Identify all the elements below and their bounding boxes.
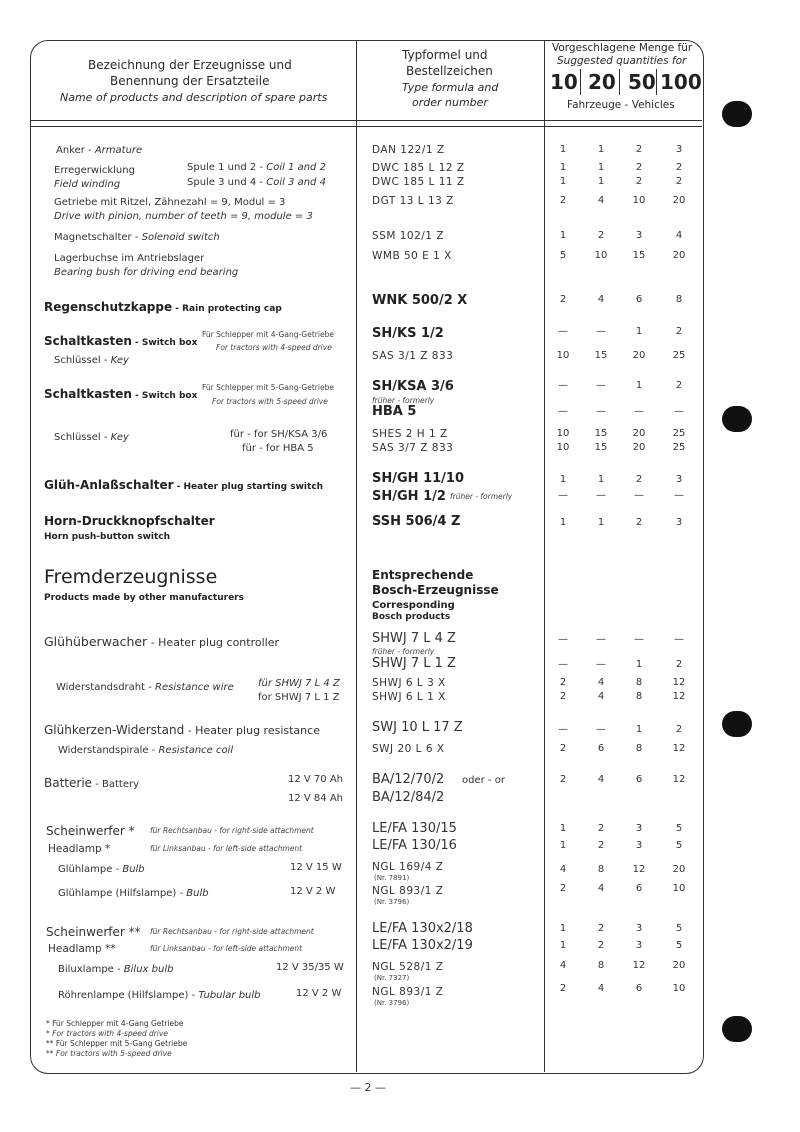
qty-cell: 6 <box>635 294 643 305</box>
type-code: WNK 500/2 X <box>372 293 468 308</box>
part-name: Lagerbuchse im Antriebslager <box>54 253 205 264</box>
qty-cell: 10 <box>672 883 686 894</box>
qty-cell: — <box>674 490 684 501</box>
qty-10-heading: 10 <box>550 70 578 94</box>
type-code: LE/FA 130x2/19 <box>372 938 473 953</box>
qty-divider <box>656 69 657 95</box>
qty-cell: 25 <box>672 428 686 439</box>
nr-note: (Nr. 3796) <box>374 898 410 906</box>
type-code: SAS 3/7 Z 833 <box>372 442 454 454</box>
side-note: für Rechtsanbau - for right-side attachment <box>150 927 314 936</box>
qty-cell: 10 <box>632 195 646 206</box>
part-name: Anker - Armature <box>56 145 143 156</box>
qty-cell: 3 <box>635 230 643 241</box>
punch-hole <box>722 711 752 737</box>
type-code: SHWJ 7 L 4 Z <box>372 631 456 646</box>
type-code: NGL 893/1 Z <box>372 986 444 998</box>
for-note: für - for HBA 5 <box>242 443 314 454</box>
qty-cell: 2 <box>559 677 567 688</box>
qty-cell: 4 <box>597 677 605 688</box>
note-de: Für Schlepper mit 4-Gang-Getriebe <box>202 330 334 339</box>
side-note: für Linksanbau - for left-side attachment <box>150 944 303 953</box>
qty-cell: 2 <box>675 380 683 391</box>
qty-cell: 1 <box>559 474 567 485</box>
qty-cell: — <box>596 490 606 501</box>
punch-hole <box>722 1016 752 1042</box>
formerly-note: früher - formerly <box>372 647 435 656</box>
type-code: DGT 13 L 13 Z <box>372 195 454 207</box>
qty-cell: 3 <box>675 474 683 485</box>
qty-cell: 1 <box>559 176 567 187</box>
qty-cell: 12 <box>672 677 686 688</box>
qty-cell: 10 <box>556 442 570 453</box>
header-col1-de: Bezeichnung der Erzeugnisse und <box>88 58 292 72</box>
punch-hole <box>722 101 752 127</box>
bulb-spec: 12 V 2 W <box>296 988 342 999</box>
header-col3-de: Vorgeschlagene Menge für <box>552 42 693 54</box>
note-en: For tractors with 5-speed drive <box>212 397 328 406</box>
part-name: Scheinwerfer ** <box>46 925 141 939</box>
qty-cell: 3 <box>635 940 643 951</box>
qty-cell: 4 <box>597 983 605 994</box>
part-name-en: Horn push-button switch <box>44 532 171 542</box>
part-name: Scheinwerfer * <box>46 824 135 838</box>
qty-cell: 8 <box>597 960 605 971</box>
for-note: für - for SH/KSA 3/6 <box>230 429 328 440</box>
part-name-en: Headlamp ** <box>48 943 116 955</box>
header-col2-en2: order number <box>412 96 488 109</box>
part-name: Glühlampe (Hilfslampe) - Bulb <box>58 888 209 899</box>
qty-cell: — <box>596 634 606 645</box>
section-right-4: Bosch products <box>372 612 451 622</box>
part-name: Widerstandspirale - Resistance coil <box>58 745 234 756</box>
qty-cell: — <box>558 380 568 391</box>
type-code: BA/12/84/2 <box>372 790 445 805</box>
part-name: Glühkerzen-Widerstand - Heater plug resistance <box>44 723 320 737</box>
qty-cell: 2 <box>675 724 683 735</box>
note-en: For tractors with 4-speed drive <box>216 343 332 352</box>
section-right-1: Entsprechende <box>372 568 474 582</box>
qty-cell: 1 <box>559 823 567 834</box>
qty-cell: 5 <box>675 840 683 851</box>
part-name: Getriebe mit Ritzel, Zähnezahl = 9, Modul = 3 <box>54 197 286 208</box>
type-code: SHWJ 6 L 3 X <box>372 677 446 689</box>
type-code: DWC 185 L 12 Z <box>372 162 465 174</box>
qty-cell: 10 <box>594 250 608 261</box>
part-name: Widerstandsdraht - Resistance wire <box>56 682 234 693</box>
side-note: für Linksanbau - for left-side attachment <box>150 844 303 853</box>
type-code: NGL 169/4 Z <box>372 861 444 873</box>
type-code: SHES 2 H 1 Z <box>372 428 448 440</box>
qty-cell: 10 <box>672 983 686 994</box>
qty-cell: 20 <box>672 195 686 206</box>
section-right-2: Bosch-Erzeugnisse <box>372 583 499 597</box>
or-note: oder - or <box>462 775 505 786</box>
qty-cell: 5 <box>559 250 567 261</box>
part-name: Regenschutzkappe - Rain protecting cap <box>44 300 282 314</box>
qty-cell: 8 <box>635 743 643 754</box>
part-name-en: Bearing bush for driving end bearing <box>54 267 239 278</box>
note-de: Für Schlepper mit 5-Gang-Getriebe <box>202 383 334 392</box>
part-name: Erregerwicklung <box>54 165 135 176</box>
qty-cell: — <box>558 406 568 417</box>
qty-cell: 2 <box>559 883 567 894</box>
type-code: SH/KSA 3/6 <box>372 379 454 394</box>
qty-cell: — <box>558 326 568 337</box>
qty-100-heading: 100 <box>660 70 702 94</box>
qty-cell: 6 <box>635 774 643 785</box>
header-col1-en: Name of products and description of spare parts <box>60 91 328 104</box>
qty-cell: — <box>596 406 606 417</box>
qty-cell: 6 <box>597 743 605 754</box>
qty-cell: 25 <box>672 442 686 453</box>
part-name: Glüh-Anlaßschalter - Heater plug starting switch <box>44 478 324 492</box>
coil-label: Spule 3 und 4 - Coil 3 and 4 <box>187 177 326 188</box>
battery-spec: 12 V 84 Ah <box>288 793 344 804</box>
part-name: Schlüssel - Key <box>54 432 129 443</box>
part-name: Glühlampe - Bulb <box>58 864 145 875</box>
qty-cell: 4 <box>559 864 567 875</box>
qty-cell: 2 <box>635 517 643 528</box>
qty-cell: 5 <box>675 940 683 951</box>
qty-cell: — <box>674 634 684 645</box>
qty-cell: 20 <box>632 428 646 439</box>
qty-cell: — <box>596 326 606 337</box>
header-col2-de: Typformel und <box>402 48 488 62</box>
type-code: SWJ 10 L 17 Z <box>372 720 463 735</box>
header-col2-de2: Bestellzeichen <box>406 64 493 78</box>
type-code: NGL 528/1 Z <box>372 961 444 973</box>
punch-hole <box>722 406 752 432</box>
qty-cell: 25 <box>672 350 686 361</box>
part-name-en: Headlamp * <box>48 843 111 855</box>
qty-cell: 4 <box>597 294 605 305</box>
qty-cell: — <box>558 724 568 735</box>
qty-cell: — <box>634 490 644 501</box>
qty-cell: 2 <box>597 940 605 951</box>
qty-cell: 10 <box>556 350 570 361</box>
qty-cell: 12 <box>672 774 686 785</box>
qty-cell: 8 <box>635 691 643 702</box>
type-code: SAS 3/1 Z 833 <box>372 350 454 362</box>
qty-cell: 1 <box>635 326 643 337</box>
qty-cell: 2 <box>675 162 683 173</box>
qty-cell: 1 <box>635 724 643 735</box>
qty-cell: 1 <box>635 659 643 670</box>
bulb-spec: 12 V 35/35 W <box>276 962 344 973</box>
qty-cell: 8 <box>675 294 683 305</box>
part-name-en: Field winding <box>54 179 121 190</box>
qty-cell: 15 <box>594 442 608 453</box>
footnote: ** Für Schlepper mit 5-Gang Getriebe <box>46 1039 188 1048</box>
qty-cell: 3 <box>635 840 643 851</box>
qty-50-heading: 50 <box>628 70 656 94</box>
qty-cell: 6 <box>635 883 643 894</box>
bulb-spec: 12 V 15 W <box>290 862 342 873</box>
type-code: SH/GH 1/2 <box>372 489 446 504</box>
type-code: LE/FA 130/16 <box>372 838 457 853</box>
formerly-note: früher - formerly <box>372 396 435 405</box>
coil-label: Spule 1 und 2 - Coil 1 and 2 <box>187 162 326 173</box>
qty-cell: 1 <box>559 230 567 241</box>
qty-cell: 2 <box>559 774 567 785</box>
header-divider <box>30 126 702 127</box>
type-code: NGL 893/1 Z <box>372 885 444 897</box>
type-code: SH/GH 11/10 <box>372 471 464 486</box>
nr-note: (Nr. 3796) <box>374 999 410 1007</box>
formerly-note: früher - formerly <box>450 492 513 501</box>
nr-note: (Nr. 7891) <box>374 874 410 882</box>
type-code: SSM 102/1 Z <box>372 230 445 242</box>
qty-cell: 15 <box>594 350 608 361</box>
part-name: Schlüssel - Key <box>54 355 129 366</box>
qty-cell: 12 <box>632 864 646 875</box>
qty-cell: 2 <box>559 195 567 206</box>
qty-cell: 2 <box>559 294 567 305</box>
bulb-spec: 12 V 2 W <box>290 886 336 897</box>
qty-cell: 1 <box>559 940 567 951</box>
footnote: * For tractors with 4-speed drive <box>46 1029 168 1038</box>
header-col2-en: Type formula and <box>402 81 499 94</box>
part-name: Batterie - Battery <box>44 776 140 790</box>
type-code: LE/FA 130/15 <box>372 821 457 836</box>
header-col1-de2: Benennung der Ersatzteile <box>110 74 270 88</box>
type-code: LE/FA 130x2/18 <box>372 921 473 936</box>
battery-spec: 12 V 70 Ah <box>288 774 344 785</box>
qty-cell: 5 <box>675 823 683 834</box>
qty-20-heading: 20 <box>588 70 616 94</box>
qty-cell: 1 <box>635 380 643 391</box>
header-col3-sub: Fahrzeuge - Vehicles <box>567 99 675 111</box>
part-name: Röhrenlampe (Hilfslampe) - Tubular bulb <box>58 990 261 1001</box>
type-code: SHWJ 7 L 1 Z <box>372 656 456 671</box>
qty-cell: 15 <box>632 250 646 261</box>
qty-cell: 1 <box>597 162 605 173</box>
qty-cell: — <box>558 634 568 645</box>
header-divider <box>30 120 702 121</box>
qty-cell: 1 <box>559 840 567 851</box>
qty-cell: 2 <box>559 691 567 702</box>
qty-cell: 2 <box>675 176 683 187</box>
qty-cell: 2 <box>597 840 605 851</box>
part-name: Horn-Druckknopfschalter <box>44 514 215 528</box>
qty-cell: 4 <box>675 230 683 241</box>
header-col3-en: Suggested quantities for <box>557 55 687 67</box>
qty-cell: 4 <box>597 774 605 785</box>
qty-cell: 20 <box>632 350 646 361</box>
qty-cell: — <box>596 659 606 670</box>
part-name-en: Drive with pinion, number of teeth = 9, module = 3 <box>54 211 313 222</box>
qty-cell: 12 <box>672 691 686 702</box>
qty-cell: 2 <box>635 144 643 155</box>
qty-cell: 6 <box>635 983 643 994</box>
section-title: Fremderzeugnisse <box>44 566 218 588</box>
type-code: BA/12/70/2 <box>372 772 445 787</box>
qty-cell: 2 <box>635 474 643 485</box>
qty-cell: 3 <box>635 823 643 834</box>
qty-cell: 1 <box>559 144 567 155</box>
section-right-3: Corresponding <box>372 600 455 611</box>
qty-cell: 2 <box>559 743 567 754</box>
column-divider <box>356 40 357 1072</box>
qty-cell: — <box>558 659 568 670</box>
qty-cell: 3 <box>675 144 683 155</box>
qty-cell: — <box>674 406 684 417</box>
qty-cell: 2 <box>597 923 605 934</box>
type-code: SSH 506/4 Z <box>372 514 461 529</box>
qty-cell: 20 <box>672 960 686 971</box>
qty-divider <box>619 69 620 95</box>
qty-cell: 1 <box>597 144 605 155</box>
qty-cell: 1 <box>597 517 605 528</box>
qty-cell: 2 <box>635 176 643 187</box>
type-code: DWC 185 L 11 Z <box>372 176 465 188</box>
qty-cell: — <box>596 724 606 735</box>
qty-cell: 1 <box>597 176 605 187</box>
qty-cell: 4 <box>597 691 605 702</box>
qty-cell: 2 <box>597 823 605 834</box>
qty-divider <box>580 69 581 95</box>
qty-cell: — <box>634 634 644 645</box>
qty-cell: 2 <box>675 326 683 337</box>
qty-cell: 4 <box>597 195 605 206</box>
qty-cell: 3 <box>635 923 643 934</box>
qty-cell: 5 <box>675 923 683 934</box>
column-divider <box>544 40 545 1072</box>
qty-cell: 2 <box>635 162 643 173</box>
qty-cell: 2 <box>675 659 683 670</box>
qty-cell: 20 <box>672 864 686 875</box>
qty-cell: 8 <box>597 864 605 875</box>
qty-cell: 10 <box>556 428 570 439</box>
qty-cell: 20 <box>672 250 686 261</box>
part-name: Glühüberwacher - Heater plug controller <box>44 634 280 649</box>
page-number: — 2 — <box>350 1081 386 1094</box>
qty-cell: 2 <box>559 983 567 994</box>
qty-cell: — <box>634 406 644 417</box>
qty-cell: 1 <box>597 474 605 485</box>
qty-cell: 12 <box>632 960 646 971</box>
qty-cell: 1 <box>559 162 567 173</box>
qty-cell: 20 <box>632 442 646 453</box>
section-subtitle: Products made by other manufacturers <box>44 593 244 603</box>
qty-cell: 15 <box>594 428 608 439</box>
footnote: * Für Schlepper mit 4-Gang Getriebe <box>46 1019 184 1028</box>
part-name: Biluxlampe - Bilux bulb <box>58 964 174 975</box>
qty-cell: 4 <box>597 883 605 894</box>
side-note: für Rechtsanbau - for right-side attachment <box>150 826 314 835</box>
type-code: DAN 122/1 Z <box>372 144 445 156</box>
part-name: Schaltkasten - Switch box <box>44 334 198 348</box>
for-note: for SHWJ 7 L 1 Z <box>258 692 340 703</box>
qty-cell: — <box>596 380 606 391</box>
part-name: Schaltkasten - Switch box <box>44 387 198 401</box>
qty-cell: 12 <box>672 743 686 754</box>
type-code: SWJ 20 L 6 X <box>372 743 445 755</box>
qty-cell: 4 <box>559 960 567 971</box>
qty-cell: 1 <box>559 517 567 528</box>
qty-cell: 2 <box>597 230 605 241</box>
part-name: Magnetschalter - Solenoid switch <box>54 232 220 243</box>
qty-cell: 8 <box>635 677 643 688</box>
type-code: HBA 5 <box>372 404 417 419</box>
type-code: SH/KS 1/2 <box>372 326 444 341</box>
nr-note: (Nr. 7327) <box>374 974 410 982</box>
qty-cell: 3 <box>675 517 683 528</box>
qty-cell: 1 <box>559 923 567 934</box>
for-note: für SHWJ 7 L 4 Z <box>258 678 340 689</box>
footnote: ** For tractors with 5-speed drive <box>46 1049 172 1058</box>
type-code: WMB 50 E 1 X <box>372 250 452 262</box>
qty-cell: — <box>558 490 568 501</box>
type-code: SHWJ 6 L 1 X <box>372 691 446 703</box>
